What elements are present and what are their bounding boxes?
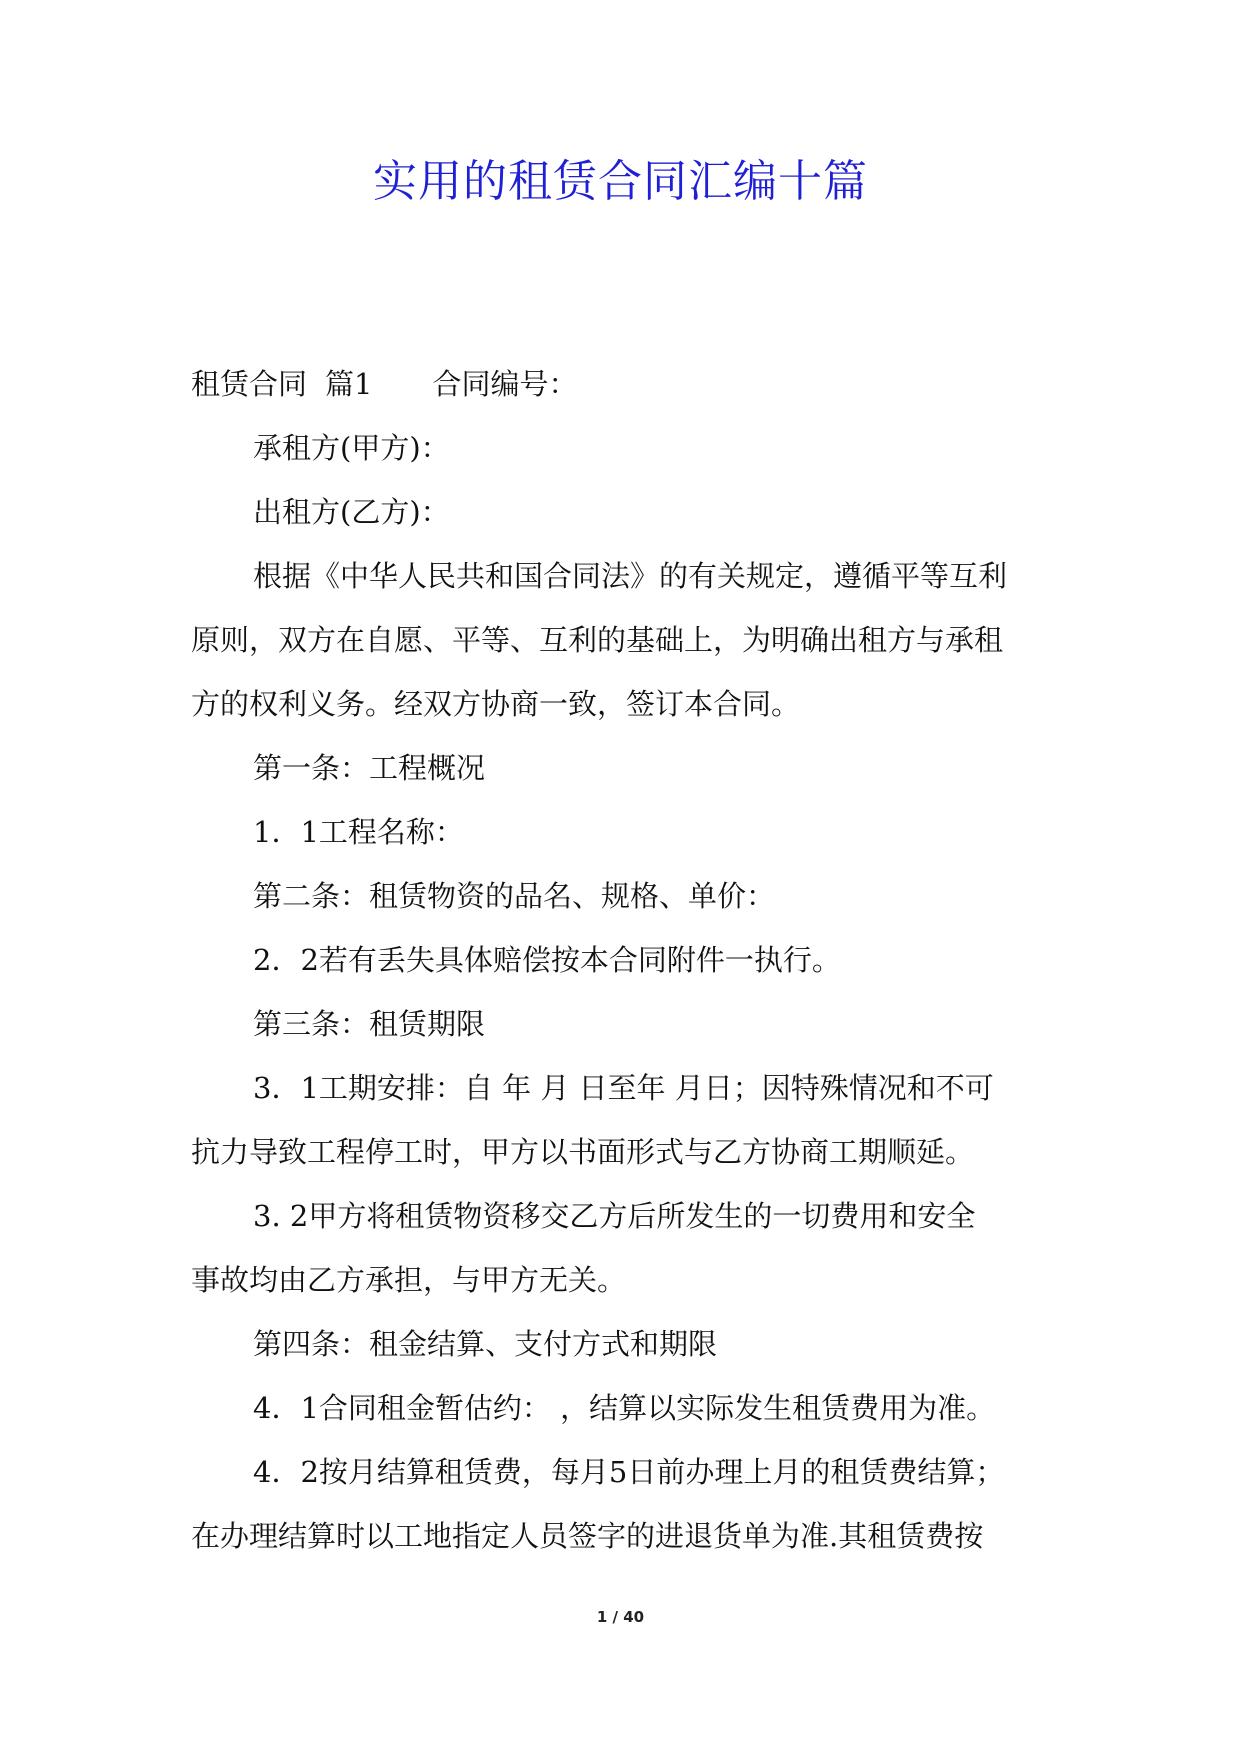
contract-label: 租赁合同 [191,367,308,401]
paragraph-line: 1．1工程名称： [253,815,464,849]
paragraph-line: 出租方(乙方)： [253,495,450,529]
paragraph-line: 根据《中华人民共和国合同法》的有关规定，遵循平等互利 [253,559,1008,593]
contract-number-label: 合同编号： [432,367,578,401]
section-heading: 第四条：租金结算、支付方式和期限 [253,1327,718,1361]
paragraph-line: 2．2若有丢失具体赔偿按本合同附件一执行。 [253,943,841,977]
paragraph-line: 原则，双方在自愿、平等、互利的基础上，为明确出租方与承租 [191,623,1004,657]
paragraph-line: 承租方(甲方)： [253,431,450,465]
paragraph-line: 抗力导致工程停工时，甲方以书面形式与乙方协商工期顺延。 [191,1135,975,1169]
section-heading: 第三条：租赁期限 [253,1007,486,1041]
paragraph-line: 3．1工期安排：自 年 月 日至年 月日；因特殊情况和不可 [253,1071,994,1105]
paragraph-line: 3. 2甲方将租赁物资移交乙方后所发生的一切费用和安全 [253,1199,976,1233]
chapter-label: 篇1 [325,367,373,401]
paragraph-line: 事故均由乙方承担，与甲方无关。 [191,1263,627,1297]
section-heading: 第一条：工程概况 [253,751,486,785]
section-heading: 第二条：租赁物资的品名、规格、单价： [253,879,776,913]
paragraph-line: 方的权利义务。经双方协商一致，签订本合同。 [191,687,801,721]
page-indicator: 1 / 40 [596,1608,645,1626]
document-body [191,352,1061,1568]
paragraph-line: 4．1合同租金暂估约： ，结算以实际发生租赁费用为准。 [253,1391,996,1425]
paragraph-line: 在办理结算时以工地指定人员签字的进退货单为准.其租赁费按 [191,1519,984,1553]
document-title: 实用的租赁合同汇编十篇 [373,156,868,207]
paragraph-line: 4．2按月结算租赁费，每月5日前办理上月的租赁费结算； [253,1455,1005,1489]
contract-header-line [191,352,1061,416]
